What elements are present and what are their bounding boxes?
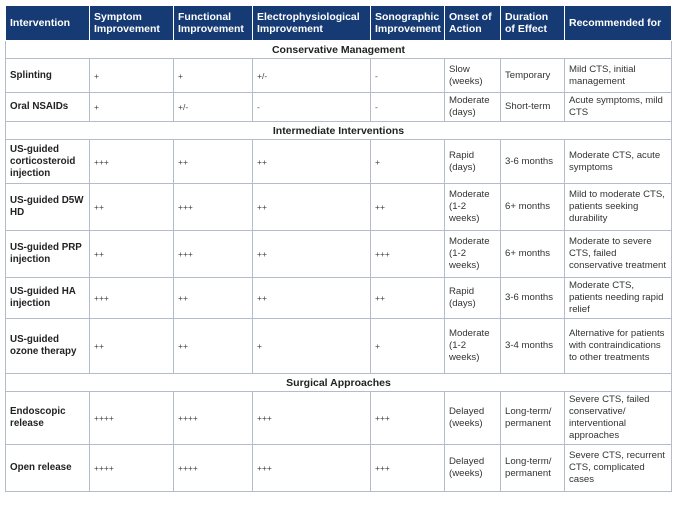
cell-onset: Delayed (weeks) (445, 392, 501, 445)
cell-onset: Moderate (1-2 weeks) (445, 319, 501, 374)
table-row (6, 140, 672, 184)
cell-duration: 3-4 months (501, 319, 565, 374)
table-row (6, 231, 672, 278)
cell-intervention: Oral NSAIDs (6, 93, 90, 122)
cell-functional: ++++ (174, 392, 253, 445)
cell-intervention: Splinting (6, 59, 90, 93)
cell-symptom: ++ (90, 231, 174, 278)
table-row (6, 278, 672, 319)
cell-electro: ++ (253, 278, 371, 319)
table-container (5, 5, 671, 492)
header-functional-improvement: Functional Improvement (174, 6, 253, 41)
cell-duration: Long-term/ permanent (501, 392, 565, 445)
cell-functional: ++ (174, 278, 253, 319)
cell-sonographic: +++ (371, 392, 445, 445)
cell-intervention: US-guided ozone therapy (6, 319, 90, 374)
cell-onset: Delayed (weeks) (445, 445, 501, 492)
cell-recommended: Moderate CTS, acute symptoms (565, 140, 672, 184)
cell-duration: Short-term (501, 93, 565, 122)
cell-symptom: + (90, 93, 174, 122)
cell-duration: Temporary (501, 59, 565, 93)
header-intervention: Intervention (6, 6, 90, 41)
cell-functional: ++++ (174, 445, 253, 492)
cell-sonographic: ++ (371, 184, 445, 231)
cell-onset: Rapid (days) (445, 140, 501, 184)
cell-functional: +++ (174, 184, 253, 231)
section-row (6, 374, 672, 392)
cell-duration: 6+ months (501, 184, 565, 231)
section-title: Surgical Approaches (6, 374, 672, 392)
cell-intervention: Endoscopic release (6, 392, 90, 445)
cell-recommended: Severe CTS, recurrent CTS, complicated cases (565, 445, 672, 492)
section-row (6, 122, 672, 140)
cell-electro: - (253, 93, 371, 122)
cell-intervention: Open release (6, 445, 90, 492)
cell-onset: Moderate (1-2 weeks) (445, 231, 501, 278)
table-row (6, 59, 672, 93)
cell-duration: Long-term/ permanent (501, 445, 565, 492)
section-title: Conservative Management (6, 41, 672, 59)
cell-symptom: + (90, 59, 174, 93)
cell-symptom: ++ (90, 184, 174, 231)
cell-recommended: Mild to moderate CTS, patients seeking durability (565, 184, 672, 231)
section-title: Intermediate Interventions (6, 122, 672, 140)
cell-intervention: US-guided corticosteroid injection (6, 140, 90, 184)
table-row (6, 93, 672, 122)
header-recommended-for: Recommended for (565, 6, 672, 41)
cell-symptom: +++ (90, 140, 174, 184)
cell-sonographic: + (371, 319, 445, 374)
cell-electro: ++ (253, 231, 371, 278)
cell-symptom: +++ (90, 278, 174, 319)
cell-recommended: Severe CTS, failed conservative/ interventional approaches (565, 392, 672, 445)
cell-electro: ++ (253, 140, 371, 184)
header-sonographic-improvement: Sonographic Improvement (371, 6, 445, 41)
cell-electro: +/- (253, 59, 371, 93)
cell-duration: 3-6 months (501, 140, 565, 184)
header-electrophysiological-improvement: Electrophysiological Improvement (253, 6, 371, 41)
cell-functional: + (174, 59, 253, 93)
cell-sonographic: +++ (371, 445, 445, 492)
cell-sonographic: +++ (371, 231, 445, 278)
header-duration-of-effect: Duration of Effect (501, 6, 565, 41)
header-row (6, 6, 672, 41)
header-symptom-improvement: Symptom Improvement (90, 6, 174, 41)
cell-sonographic: - (371, 93, 445, 122)
cell-functional: ++ (174, 319, 253, 374)
cell-recommended: Alternative for patients with contraindications to other treatments (565, 319, 672, 374)
cell-sonographic: + (371, 140, 445, 184)
cell-sonographic: - (371, 59, 445, 93)
cell-symptom: ++++ (90, 392, 174, 445)
cell-intervention: US-guided HA injection (6, 278, 90, 319)
cell-functional: +/- (174, 93, 253, 122)
cell-recommended: Moderate CTS, patients needing rapid relief (565, 278, 672, 319)
table-row (6, 445, 672, 492)
cell-sonographic: ++ (371, 278, 445, 319)
cell-electro: +++ (253, 392, 371, 445)
table-row (6, 184, 672, 231)
cell-functional: +++ (174, 231, 253, 278)
cell-onset: Moderate (days) (445, 93, 501, 122)
cell-symptom: ++ (90, 319, 174, 374)
cell-onset: Slow (weeks) (445, 59, 501, 93)
cell-electro: ++ (253, 184, 371, 231)
table-row (6, 319, 672, 374)
cell-duration: 3-6 months (501, 278, 565, 319)
cell-onset: Moderate (1-2 weeks) (445, 184, 501, 231)
cell-electro: + (253, 319, 371, 374)
cell-onset: Rapid (days) (445, 278, 501, 319)
cell-recommended: Mild CTS, initial management (565, 59, 672, 93)
cell-electro: +++ (253, 445, 371, 492)
cell-symptom: ++++ (90, 445, 174, 492)
header-onset-of-action: Onset of Action (445, 6, 501, 41)
section-row (6, 41, 672, 59)
cell-intervention: US-guided D5W HD (6, 184, 90, 231)
table-body (6, 41, 672, 492)
cell-recommended: Acute symptoms, mild CTS (565, 93, 672, 122)
cell-recommended: Moderate to severe CTS, failed conservative treatment (565, 231, 672, 278)
cell-duration: 6+ months (501, 231, 565, 278)
cell-functional: ++ (174, 140, 253, 184)
cell-intervention: US-guided PRP injection (6, 231, 90, 278)
comparison-table (5, 5, 672, 492)
table-row (6, 392, 672, 445)
